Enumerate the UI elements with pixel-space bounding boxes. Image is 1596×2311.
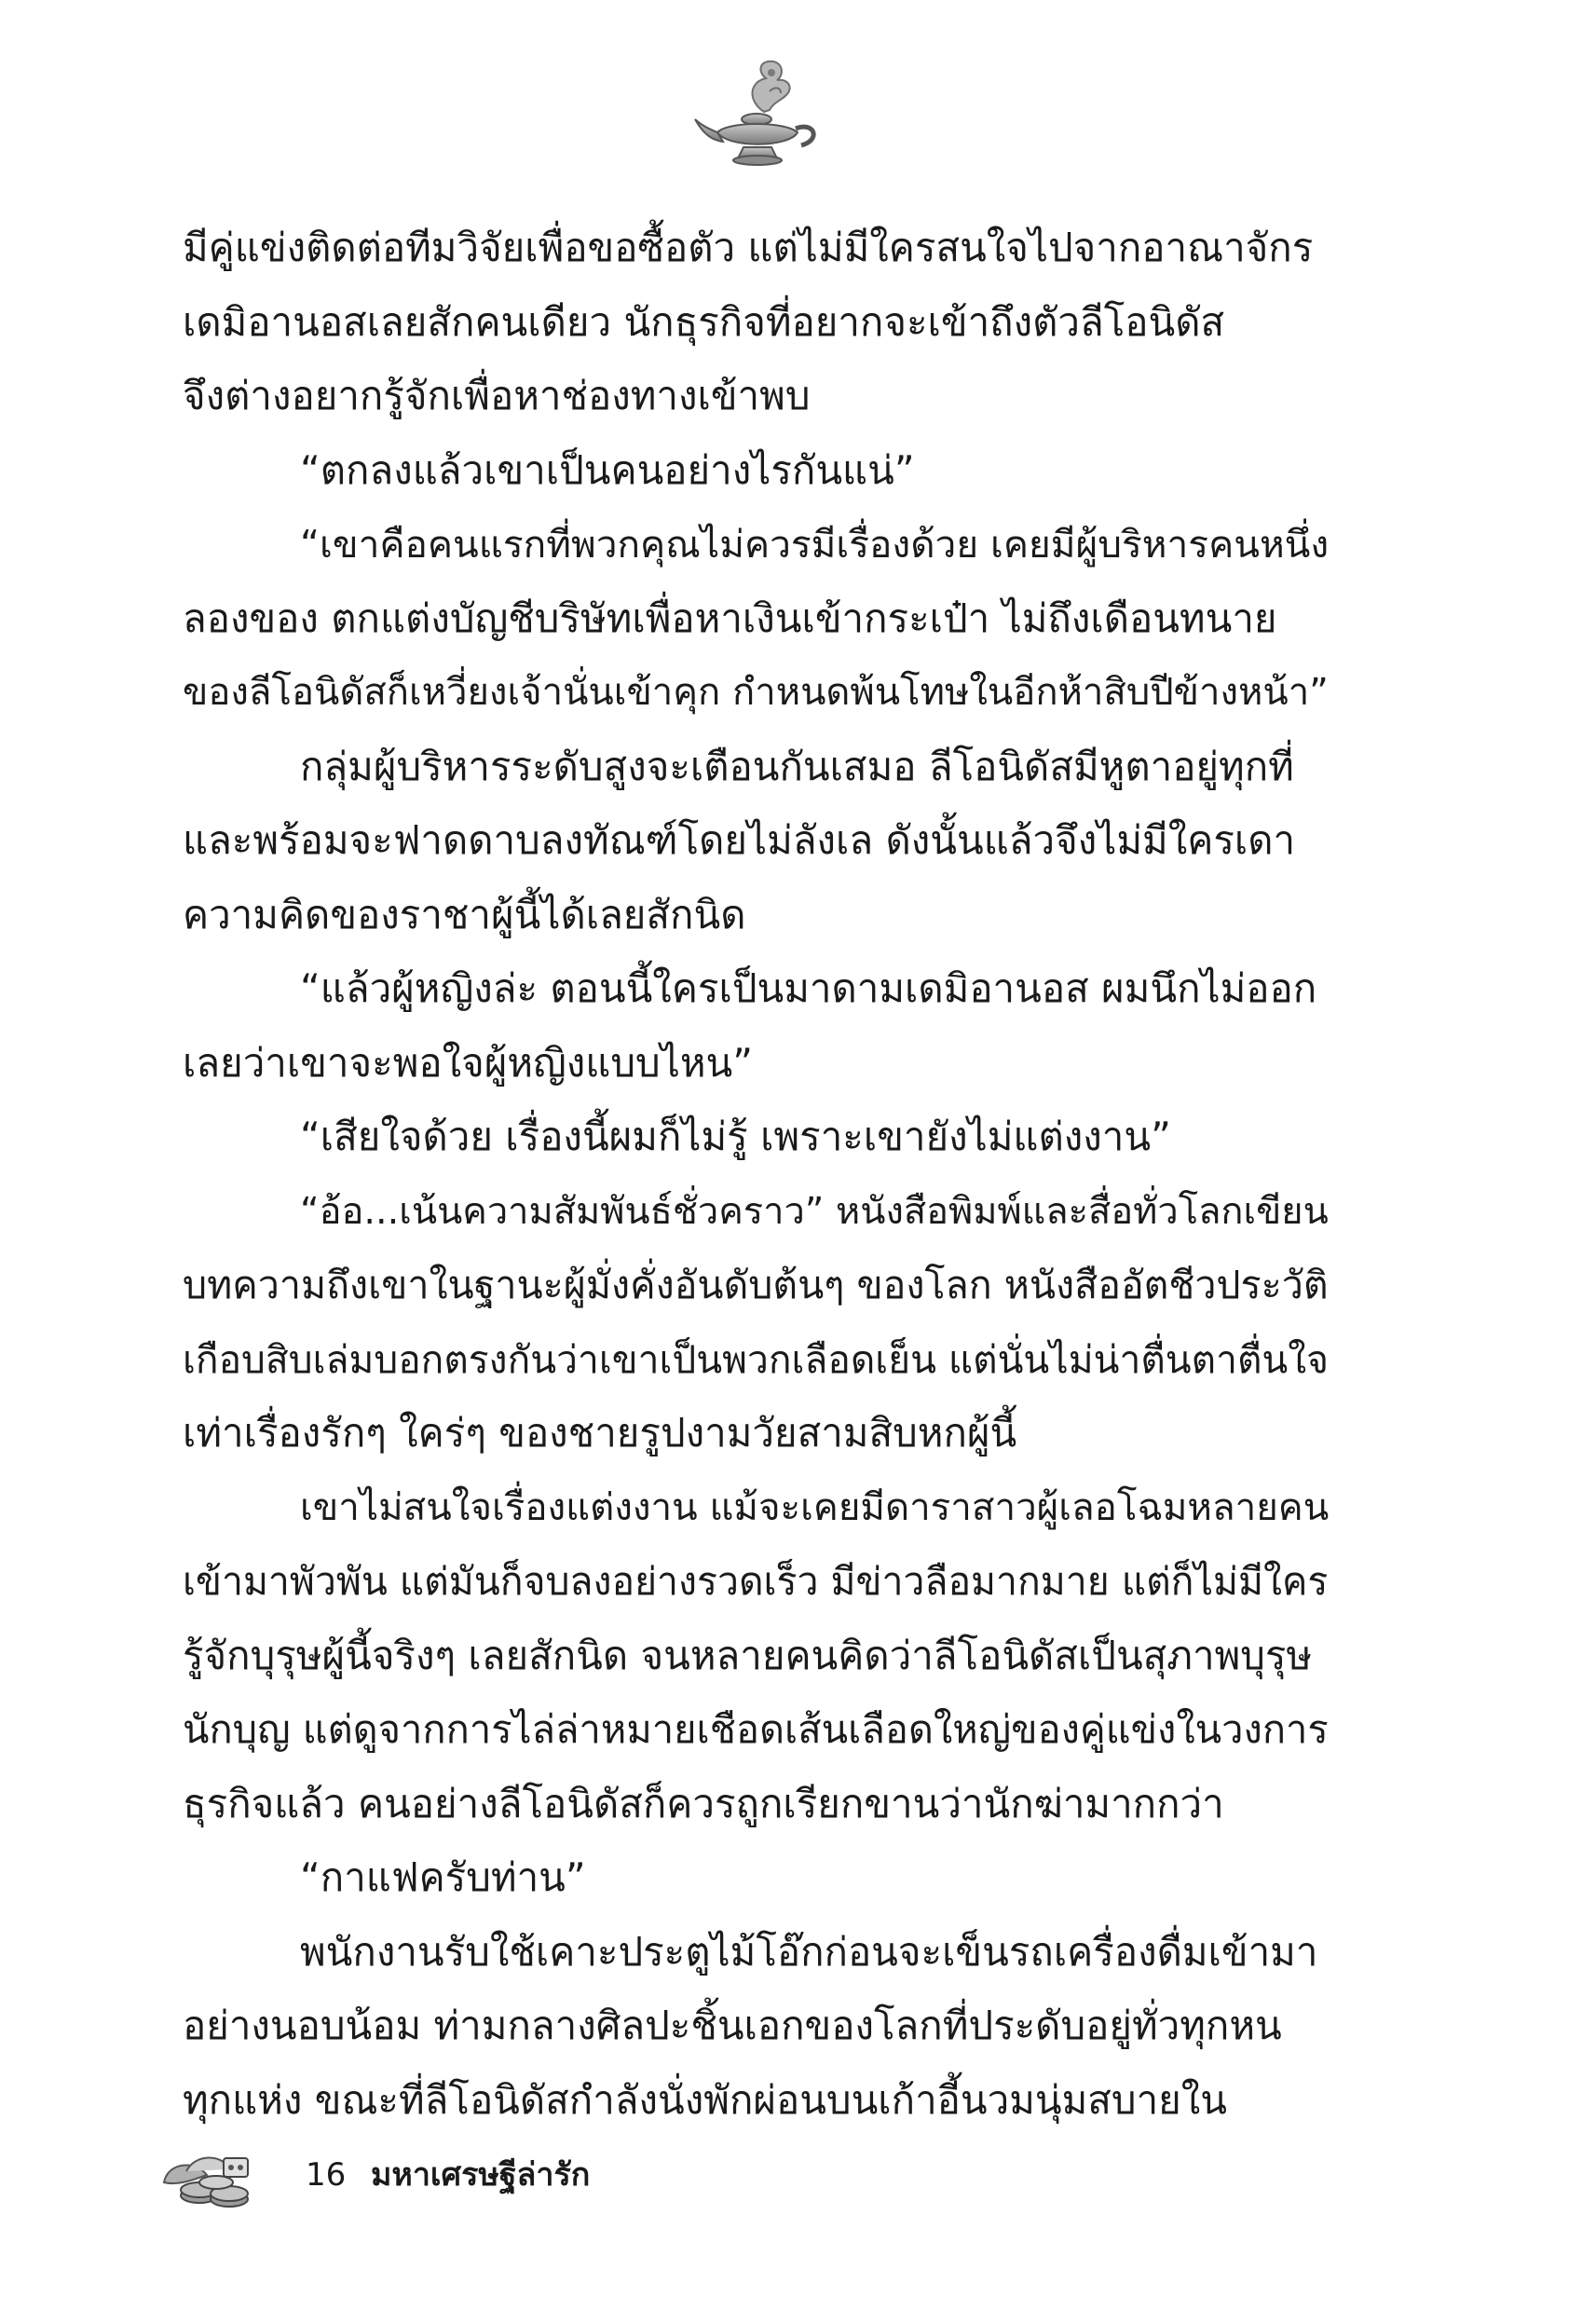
text-line: ของลีโอนิดัสก็เหวี่ยงเจ้านั่นเข้าคุก กำหนดพ้นโทษในอีกห้าสิบปีข้างหน้า” (183, 671, 1329, 714)
text-line: “แล้วผู้หญิงล่ะ ตอนนี้ใครเป็นมาดามเดมิอานอส ผมนึกไม่ออก (300, 965, 1317, 1011)
text-line: จึงต่างอยากรู้จักเพื่อหาช่องทางเข้าพบ (183, 373, 811, 418)
text-line: เดมิอานอสเลยสักคนเดียว นักธุรกิจที่อยากจะเข้าถึงตัวลีโอนิดัส (183, 298, 1225, 345)
text-line: “ตกลงแล้วเขาเป็นคนอย่างไรกันแน่” (300, 446, 915, 493)
text-line: นักบุญ แต่ดูจากการไล่ล่าหมายเชือดเส้นเลือดใหญ่ของคู่แข่งในวงการ (183, 1706, 1329, 1752)
coins-icon (158, 2134, 270, 2218)
text-line: พนักงานรับใช้เคาะประตูไม้โอ๊กก่อนจะเข็นรถเครื่องดื่มเข้ามา (300, 1928, 1318, 1975)
text-line: และพร้อมจะฟาดดาบลงทัณฑ์โดยไม่ลังเล ดังนั้นแล้วจึงไม่มีใครเดา (183, 817, 1296, 863)
text-line: เกือบสิบเล่มบอกตรงกันว่าเขาเป็นพวกเลือดเย็น แต่นั่นไม่น่าตื่นตาตื่นใจ (183, 1336, 1330, 1382)
text-line: กลุ่มผู้บริหารระดับสูงจะเตือนกันเสมอ ลีโอนิดัสมีหูตาอยู่ทุกที่ (300, 743, 1294, 789)
text-line: “เขาคือคนแรกที่พวกคุณไม่ควรมีเรื่องด้วย เคยมีผู้บริหารคนหนึ่ง (300, 522, 1330, 567)
text-line: “เสียใจด้วย เรื่องนี้ผมก็ไม่รู้ เพราะเขายังไม่แต่งงาน” (300, 1114, 1171, 1159)
text-line: เข้ามาพัวพัน แต่มันก็จบลงอย่างรวดเร็ว มีข่าวลือมากมาย แต่ก็ไม่มีใคร (183, 1559, 1329, 1604)
text-line: “กาแฟครับท่าน” (300, 1854, 586, 1900)
book-title: มหาเศรษฐีล่ารัก (371, 2156, 591, 2194)
text-line: อย่างนอบน้อม ท่ามกลางศิลปะชิ้นเอกของโลกที่ประดับอยู่ทั่วทุกหน (183, 2003, 1282, 2048)
page-number: 16 (306, 2156, 347, 2194)
text-line: ธุรกิจแล้ว คนอย่างลีโอนิดัสก็ควรถูกเรียกขานว่านักฆ่ามากกว่า (183, 1780, 1224, 1826)
text-line: ลองของ ตกแต่งบัญชีบริษัทเพื่อหาเงินเข้ากระเป๋า ไม่ถึงเดือนทนาย (183, 595, 1277, 641)
text-line: ทุกแห่ง ขณะที่ลีโอนิดัสกำลังนั่งพักผ่อนบนเก้าอี้นวมนุ่มสบายใน (183, 2076, 1227, 2123)
text-line: มีคู่แข่งติดต่อทีมวิจัยเพื่อขอซื้อตัว แต่ไม่มีใครสนใจไปจากอาณาจักร (183, 225, 1314, 270)
text-line: เท่าเรื่องรักๆ ใคร่ๆ ของชายรูปงามวัยสามสิบหกผู้นี้ (183, 1410, 1017, 1456)
text-line: ความคิดของราชาผู้นี้ได้เลยสักนิด (183, 891, 746, 937)
text-line: เลยว่าเขาจะพอใจผู้หญิงแบบไหน” (183, 1039, 753, 1086)
text-line: เขาไม่สนใจเรื่องแต่งงาน แม้จะเคยมีดาราสาวผู้เลอโฉมหลายคน (300, 1485, 1330, 1529)
text-line: บทความถึงเขาในฐานะผู้มั่งคั่งอันดับต้นๆ ของโลก หนังสืออัตชีวประวัติ (183, 1263, 1329, 1307)
genie-lamp-icon (691, 54, 831, 175)
page-footer (158, 2134, 811, 2218)
text-line: รู้จักบุรุษผู้นี้จริงๆ เลยสักนิด จนหลายคนคิดว่าลีโอนิดัสเป็นสุภาพบุรุษ (183, 1632, 1313, 1678)
text-line: “อ้อ...เน้นความสัมพันธ์ชั่วคราว” หนังสือพิมพ์และสื่อทั่วโลกเขียน (300, 1189, 1329, 1233)
